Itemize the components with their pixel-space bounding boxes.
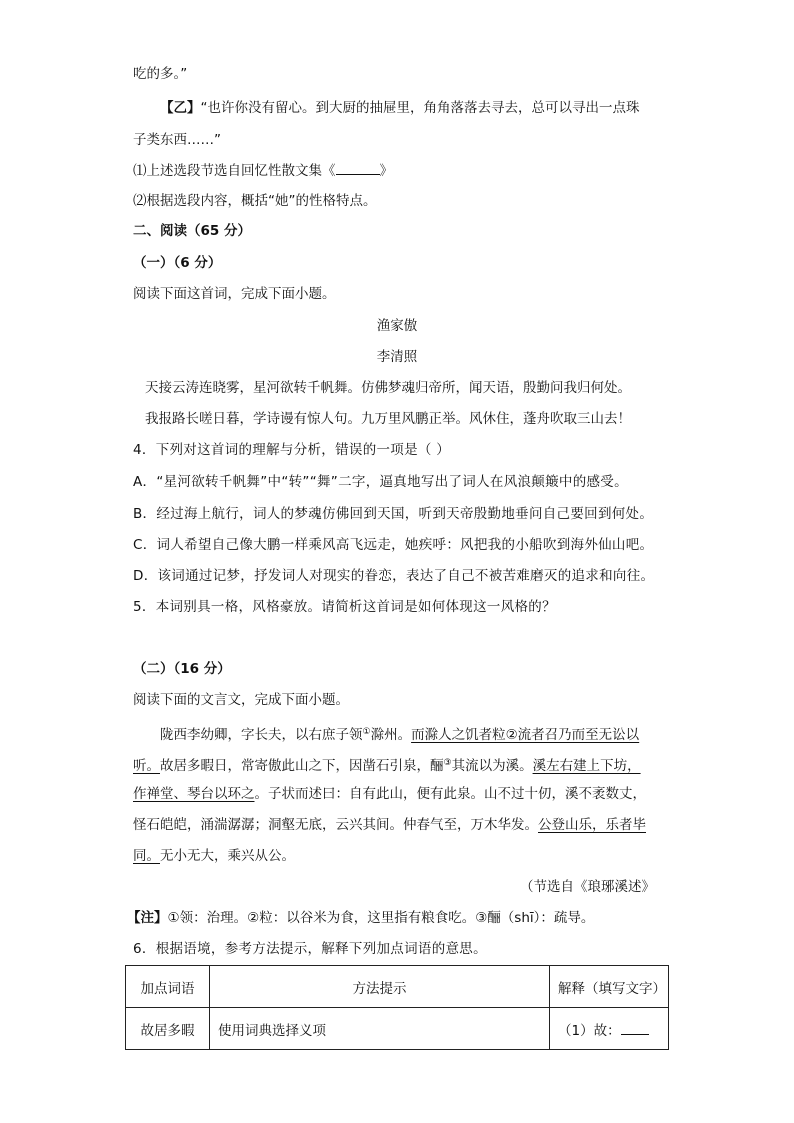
vocab-table <box>125 965 669 1050</box>
classical-line <box>133 815 646 835</box>
question-5: 5．本词别具一格，风格豪放。请简析这首词是如何体现这一风格的？ <box>133 599 556 615</box>
text-span: 陇西李幼卿，字长夫，以右庶子领 <box>160 727 363 743</box>
table-cell: 使用词典选择义项 <box>210 1008 550 1050</box>
annotation <box>127 908 594 928</box>
underlined-sentence: 作禅堂、琴台以环之 <box>133 786 255 802</box>
underlined-sentence: 而滁人之饥者粒②流者召乃而至无讼以 <box>411 727 640 743</box>
option-b: B．经过海上航行，词人的梦魂仿佛回到天国，听到天帝殷勤地垂问自己要回到何处。 <box>133 506 654 522</box>
table-row <box>126 1008 669 1050</box>
answer-blank <box>336 160 380 175</box>
part-heading: （一）（6 分） <box>133 255 222 271</box>
text-span: 故居多暇日，常寄傲此山之下，因凿石引泉，酾 <box>160 758 444 774</box>
text-line: 吃的多。” <box>133 66 188 82</box>
table-header: 解释（填写文字） <box>550 966 669 1008</box>
answer-blank <box>621 1020 649 1035</box>
poem-author: 李清照 <box>376 349 418 365</box>
instruction: 阅读下面的文言文，完成下面小题。 <box>133 692 349 708</box>
text-span: 。子状而述曰：自有此山，便有此泉。山不过十仞，溪不袤数丈， <box>254 786 646 802</box>
table-header: 方法提示 <box>210 966 550 1008</box>
option-d: D．该词通过记梦，抒发词人对现实的眷恋，表达了自己不被苦难磨灭的追求和向往。 <box>133 568 655 584</box>
classical-line <box>133 846 295 866</box>
question-2: ⑵根据选段内容，概括“她”的性格特点。 <box>133 193 377 209</box>
annotation-tag: 【注】 <box>127 910 168 926</box>
underlined-sentence: 溪左右建上下坊， <box>532 758 641 774</box>
footnote-mark: ① <box>362 727 371 737</box>
classical-line <box>133 753 641 776</box>
table-cell <box>550 1008 669 1050</box>
source-citation: （节选自《琅琊溪述》 <box>520 879 655 895</box>
footnote-mark: ③ <box>443 758 452 768</box>
text-span: 怪石皑皑，涌湍潺潺；洞壑无底，云兴其间。仲春气至，万木华发。 <box>133 817 538 833</box>
question-1 <box>133 160 393 181</box>
section-tag: 【乙】 <box>160 100 201 116</box>
question-text: ⑴上述选段节选自回忆性散文集《 <box>133 163 336 179</box>
classical-line <box>133 784 646 804</box>
poem-title: 渔家傲 <box>376 318 418 334</box>
text-line <box>160 98 640 118</box>
text-span: 滁州。 <box>370 727 412 743</box>
underlined-sentence: 同。 <box>133 848 160 864</box>
option-c: C．词人希望自己像大鹏一样乘风高飞远走，她疾呼：风把我的小船吹到海外仙山吧。 <box>133 537 654 553</box>
section-heading: 二、阅读（65 分） <box>133 223 251 239</box>
table-header-row <box>126 966 669 1008</box>
question-4: 4．下列对这首词的理解与分析，错误的一项是（ ） <box>133 442 451 458</box>
text-line: 子类东西……” <box>133 132 221 148</box>
classical-line <box>160 722 639 745</box>
text-span: 其流以为溪。 <box>451 758 533 774</box>
question-text: 》 <box>379 163 393 179</box>
underlined-sentence: 公登山乐，乐者毕 <box>538 817 646 833</box>
part-heading: （二）（16 分） <box>133 661 231 677</box>
text-span: 无小无大，乘兴从公。 <box>160 848 295 864</box>
annotation-text: ①领：治理。②粒：以谷米为食，这里指有粮食吃。③酾（shī）：疏导。 <box>167 910 595 926</box>
question-6: 6．根据语境，参考方法提示，解释下列加点词语的意思。 <box>133 941 487 957</box>
text-span: “也许你没有留心。到大厨的抽屉里，角角落落去寻去，总可以寻出一点珠 <box>200 100 640 116</box>
poem-line: 天接云涛连晓雾，星河欲转千帆舞。仿佛梦魂归帝所，闻天语，殷勤问我归何处。 <box>145 380 631 396</box>
poem-line: 我报路长嗟日暮，学诗谩有惊人句。九万里风鹏正举。风休住，蓬舟吹取三山去！ <box>145 411 631 427</box>
instruction: 阅读下面这首词，完成下面小题。 <box>133 286 336 302</box>
option-a: A．“星河欲转千帆舞”中“转”“舞”二字，逼真地写出了词人在风浪颠簸中的感受。 <box>133 474 628 490</box>
underlined-sentence: 听。 <box>133 758 160 774</box>
table-cell: 故居多暇 <box>126 1008 210 1050</box>
table-header: 加点词语 <box>126 966 210 1008</box>
answer-label: （1）故： <box>558 1022 621 1039</box>
